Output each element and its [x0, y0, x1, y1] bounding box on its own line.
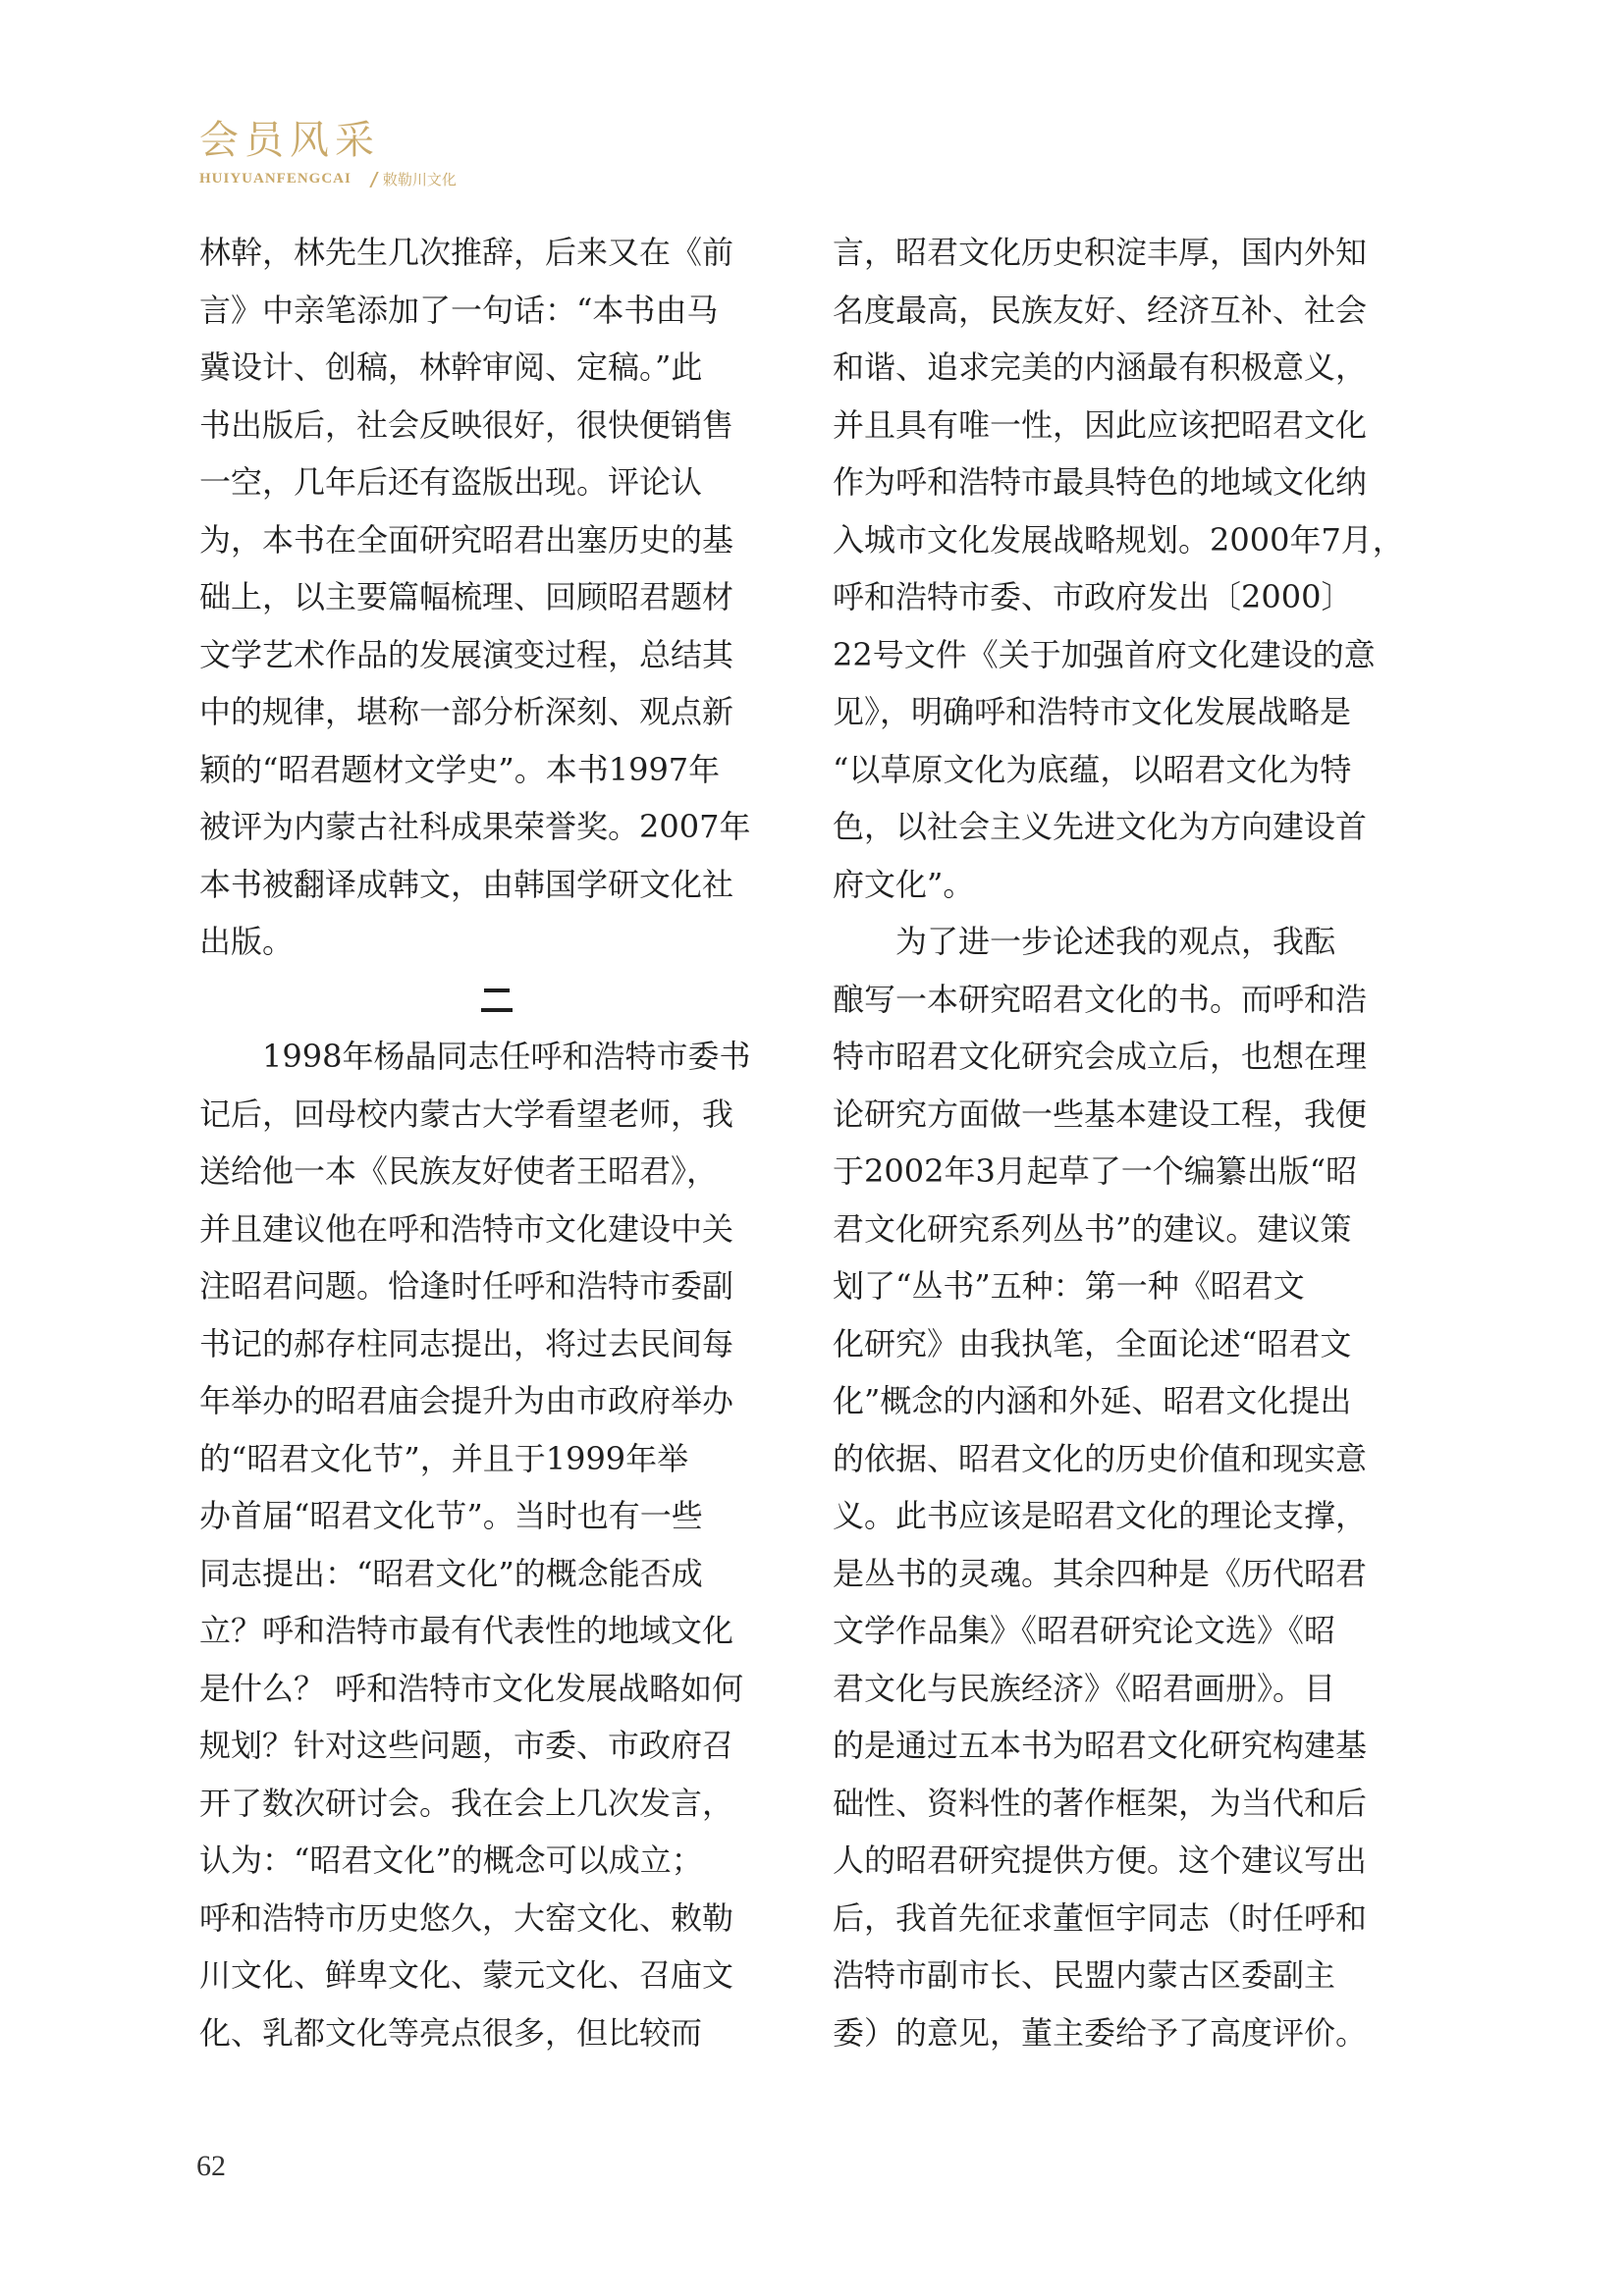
- text-line: 书记的郝存柱同志提出，将过去民间每: [199, 1324, 734, 1362]
- header-subtitle-row: [199, 169, 457, 189]
- text-line: 础上，以主要篇幅梳理、回顾昭君题材: [199, 578, 734, 615]
- text-line: 名度最高，民族友好、经济互补、社会: [833, 291, 1368, 329]
- text-line: 化”概念的内涵和外延、昭君文化提出: [833, 1382, 1352, 1419]
- text-line: 为，本书在全面研究昭君出塞历史的基: [199, 520, 734, 559]
- text-line: 川文化、鲜卑文化、蒙元文化、召庙文: [199, 1956, 734, 1994]
- text-line: 府文化”。: [833, 865, 975, 903]
- text-line: 化、乳都文化等亮点很多，但比较而: [199, 2013, 703, 2052]
- text-line: 后，我首先征求董恒宇同志（时任呼和: [833, 1898, 1368, 1937]
- text-line: 君文化研究系列丛书”的建议。建议策: [833, 1209, 1352, 1248]
- text-line: 见》，明确呼和浩特市文化发展战略是: [833, 693, 1352, 730]
- header-section-name: 敕勒川文化: [382, 171, 457, 188]
- header-pinyin: HUIYUANFENGCAI: [199, 171, 352, 187]
- text-line: 言，昭君文化历史积淀丰厚，国内外知: [833, 234, 1368, 271]
- paragraph: [199, 224, 793, 971]
- text-line: 入城市文化发展战略规划。2000年7月，: [833, 520, 1404, 559]
- text-line: 颖的“昭君题材文学史”。本书1997年: [199, 750, 721, 788]
- text-line: 注昭君问题。恰逢时任呼和浩特市委副: [199, 1267, 734, 1305]
- paragraph: [833, 913, 1427, 2061]
- text-line: 人的昭君研究提供方便。这个建议写出: [833, 1842, 1368, 1879]
- text-line: 并且建议他在呼和浩特市文化建设中关: [199, 1209, 734, 1248]
- section-heading-text: [481, 984, 513, 1015]
- text-line: 同志提出：“昭君文化”的概念能否成: [199, 1554, 703, 1592]
- text-line: 认为：“昭君文化”的概念可以成立；: [199, 1842, 703, 1879]
- text-line: 作为呼和浩特市最具特色的地域文化纳: [833, 463, 1368, 501]
- text-line: 君文化与民族经济》《昭君画册》。目: [833, 1669, 1336, 1707]
- text-line: 化研究》由我执笔，全面论述“昭君文: [833, 1324, 1352, 1362]
- paragraph: [199, 1028, 793, 2061]
- text-line: 规划？针对这些问题，市委、市政府召: [199, 1727, 734, 1764]
- text-line: 一空，几年后还有盗版出现。评论认: [199, 463, 703, 501]
- text-line: 于2002年3月起草了一个编纂出版“昭: [833, 1152, 1358, 1190]
- text-line: 色，以社会主义先进文化为方向建设首: [833, 808, 1368, 845]
- text-line: 中的规律，堪称一部分析深刻、观点新: [199, 693, 734, 730]
- text-line: 浩特市副市长、民盟内蒙古区委副主: [833, 1956, 1336, 1994]
- text-line: 委）的意见，董主委给予了高度评价。: [833, 2013, 1368, 2052]
- text-line: 础性、资料性的著作框架，为当代和后: [833, 1784, 1368, 1822]
- section-heading: [199, 971, 793, 1029]
- text-line: 的“昭君文化节”，并且于1999年举: [199, 1439, 689, 1477]
- text-line: 划了“丛书”五种：第一种《昭君文: [833, 1267, 1305, 1305]
- text-line: 的依据、昭君文化的历史价值和现实意: [833, 1439, 1368, 1477]
- text-line: 言》中亲笔添加了一句话：“本书由马: [199, 291, 719, 329]
- text-line: 22号文件《关于加强首府文化建设的意: [833, 635, 1376, 673]
- text-line: 本书被翻译成韩文，由韩国学研文化社: [199, 865, 734, 903]
- text-line: 论研究方面做一些基本建设工程，我便: [833, 1095, 1368, 1133]
- slash-divider-icon: [369, 172, 378, 187]
- left-column: [199, 224, 793, 2061]
- text-line: 并且具有唯一性，因此应该把昭君文化: [833, 405, 1368, 444]
- right-column: [833, 224, 1427, 2061]
- text-line: 酿写一本研究昭君文化的书。而呼和浩: [833, 980, 1368, 1018]
- text-line: 办首届“昭君文化节”。当时也有一些: [199, 1497, 703, 1534]
- text-line: 的是通过五本书为昭君文化研究构建基: [833, 1727, 1368, 1764]
- page-header: [199, 116, 457, 189]
- text-line: 文学作品集》《昭君研究论文选》《昭: [833, 1612, 1336, 1649]
- text-line: 是丛书的灵魂。其余四种是《历代昭君: [833, 1554, 1368, 1592]
- page-number: 62: [196, 2150, 226, 2182]
- paragraph: [833, 224, 1427, 913]
- text-line: “以草原文化为底蕴，以昭君文化为特: [833, 750, 1352, 788]
- text-line: 为了进一步论述我的观点，我酝: [895, 923, 1336, 960]
- text-line: 送给他一本《民族友好使者王昭君》，: [199, 1152, 719, 1190]
- text-line: 记后，回母校内蒙古大学看望老师，我: [199, 1095, 734, 1133]
- text-line: 出版。: [199, 923, 295, 960]
- text-line: 文学艺术作品的发展演变过程，总结其: [199, 635, 734, 673]
- text-line: 义。此书应该是昭君文化的理论支撑，: [833, 1497, 1368, 1534]
- text-line: 呼和浩特市历史悠久，大窑文化、敕勒: [199, 1898, 734, 1937]
- text-line: 林幹，林先生几次推辞，后来又在《前: [199, 234, 734, 271]
- text-line: 年举办的昭君庙会提升为由市政府举办: [199, 1382, 734, 1419]
- text-line: 书出版后，社会反映很好，很快便销售: [199, 405, 734, 444]
- header-title: 会员风采: [199, 118, 380, 163]
- text-line: 1998年杨晶同志任呼和浩特市委书: [262, 1038, 751, 1075]
- text-line: 特市昭君文化研究会成立后，也想在理: [833, 1038, 1368, 1075]
- text-line: 和谐、追求完美的内涵最有积极意义，: [833, 348, 1368, 386]
- text-line: 是什么？ 呼和浩特市文化发展战略如何: [199, 1669, 744, 1707]
- text-line: 被评为内蒙古社科成果荣誉奖。2007年: [199, 808, 751, 845]
- text-line: 开了数次研讨会。我在会上几次发言，: [199, 1784, 734, 1822]
- text-line: 呼和浩特市委、市政府发出〔2000〕: [833, 578, 1353, 615]
- text-line: 立？呼和浩特市最有代表性的地域文化: [199, 1612, 734, 1649]
- text-line: 冀设计、创稿，林幹审阅、定稿。”此: [199, 348, 703, 386]
